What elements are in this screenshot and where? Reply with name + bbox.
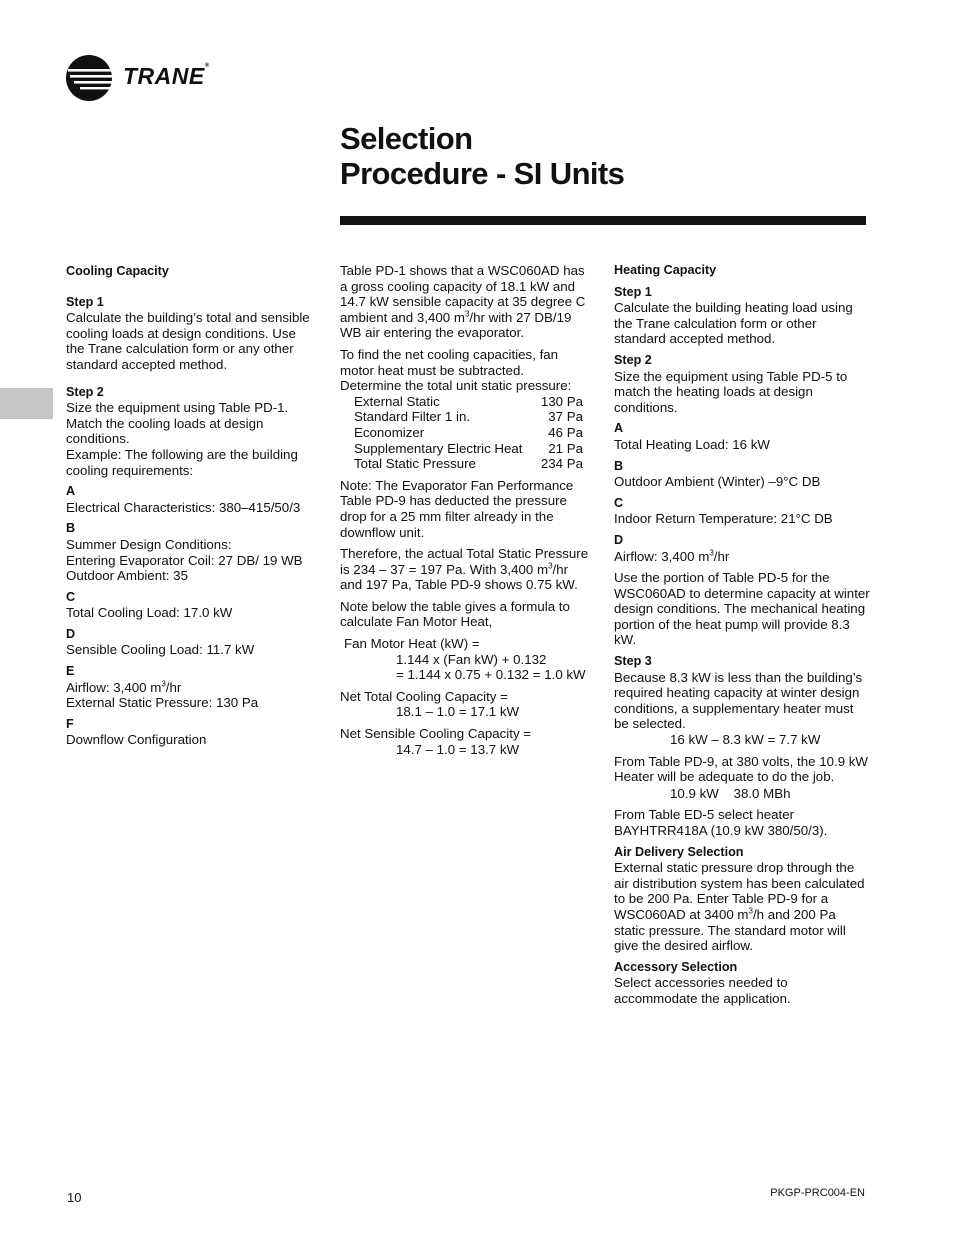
table-row: Supplementary Electric Heat 21 Pa xyxy=(354,440,583,456)
page-number: 10 xyxy=(67,1190,82,1205)
step2-text-1: Size the equipment using Table PD-1. Match the cooling loads at design conditions. xyxy=(66,400,289,447)
air-delivery-text: External static pressure drop through the air distribution system has been calculated to be 200 Pa. Enter Table PD-9 for a WSC060AD at 3400 $m^3/h$ and 200 Pa static pressure. The standard motor will give the desired airflow. xyxy=(614,860,865,954)
item-f-text: Downflow Configuration xyxy=(66,732,207,748)
item-d-label: D xyxy=(66,626,76,641)
title-rule xyxy=(340,216,866,225)
heating-item-d-label: D xyxy=(614,532,624,547)
capacity-paragraph: Table PD-1 shows that a WSC060AD has a gross cooling capacity of 18.1 kW and 14.7 kW sensible capacity at 35 degree C ambient and 3,400 $m^3/hr$ with 27 DB/19 WB air entering the evaporator. xyxy=(340,263,586,341)
heating-item-b-text: Outdoor Ambient (Winter) –9°C DB xyxy=(614,474,821,490)
heating-item-c-text: Indoor Return Temperature: 21°C DB xyxy=(614,511,833,527)
accessory-text: Select accessories needed to accommodate the application. xyxy=(614,975,791,1006)
title-line-1: Selection xyxy=(340,121,473,156)
filter-note: Note: The Evaporator Fan Performance Table PD-9 has deducted the pressure drop for a 25 mm filter already in the downflow unit. xyxy=(340,477,574,540)
item-c-text: Total Cooling Load: 17.0 kW xyxy=(66,605,233,621)
heating-step1-label: Step 1 xyxy=(614,284,652,299)
item-a-text: Electrical Characteristics: 380–415/50/3 xyxy=(66,499,301,515)
step2-label: Step 2 xyxy=(66,384,104,399)
air-delivery-heading: Air Delivery Selection xyxy=(614,844,744,859)
trane-globe-logo-icon xyxy=(66,54,114,102)
item-e-pressure: External Static Pressure: 130 Pa xyxy=(66,695,259,711)
table-row: Economizer 46 Pa xyxy=(354,424,583,440)
heating-column xyxy=(614,263,870,1013)
item-b-text-1: Summer Design Conditions: xyxy=(66,536,232,552)
accessory-heading: Accessory Selection xyxy=(614,959,738,974)
heating-step3-label: Step 3 xyxy=(614,654,652,669)
step1-text: Calculate the building’s total and sensible cooling loads at design conditions. Use the Trane calculation form or any other standard accepted method. xyxy=(66,310,310,372)
item-e-label: E xyxy=(66,664,75,679)
section-tab xyxy=(0,388,53,419)
calculation-column xyxy=(340,263,592,763)
heating-item-a-label: A xyxy=(614,421,624,436)
heating-step2-text: Size the equipment using Table PD-5 to match the heating loads at design conditions. xyxy=(614,368,848,415)
item-c-label: C xyxy=(66,589,76,604)
step1-label: Step 1 xyxy=(66,294,104,309)
heating-step1-text: Calculate the building heating load using the Trane calculation form or other standard accepted method. xyxy=(614,300,853,347)
heating-item-d-text: Airflow: 3,400 $m^3/hr$ xyxy=(614,548,730,564)
heating-item-b-label: B xyxy=(614,458,624,473)
step2-text-2: Example: The following are the building cooling requirements: xyxy=(66,446,298,478)
item-a-label: A xyxy=(66,484,76,499)
trane-logo xyxy=(66,54,216,102)
net-total-capacity: Net Total Cooling Capacity = 18.1 – 1.0 = 17.1 kW xyxy=(340,688,520,720)
page-title xyxy=(340,121,624,191)
brand-name: TRANE® xyxy=(123,63,210,89)
item-b-label: B xyxy=(66,521,76,536)
fan-motor-formula: Fan Motor Heat (kW) = 1.144 x (Fan kW) + 0.132 = 1.144 x 0.75 + 0.132 = 1.0 kW xyxy=(344,636,586,683)
table-row: External Static 130 Pa xyxy=(354,393,583,409)
item-b-text-2: Entering Evaporator Coil: 27 DB/ 19 WB xyxy=(66,552,303,568)
item-d-text: Sensible Cooling Load: 11.7 kW xyxy=(66,642,255,658)
fan-heat-paragraph: To find the net cooling capacities, fan motor heat must be subtracted. xyxy=(340,346,559,378)
item-f-label: F xyxy=(66,716,74,731)
heating-item-c-label: C xyxy=(614,495,624,510)
heating-step3-text: Because 8.3 kW is less than the building’s required heating capacity at winter design conditions, a supplementary heater must be selected. xyxy=(614,669,863,732)
heating-step2-label: Step 2 xyxy=(614,352,652,367)
heating-item-a-text: Total Heating Load: 16 kW xyxy=(614,436,770,452)
item-e-airflow: Airflow: 3,400 $m^3/hr$ xyxy=(66,679,182,695)
actual-pressure-paragraph: Therefore, the actual Total Static Pressure is 234 – 37 = 197 Pa. With 3,400 $m^3/hr$ and 197 Pa, Table PD-9 shows 0.75 kW. xyxy=(340,546,589,593)
heater-calc: 10.9 kW 38.0 MBh xyxy=(670,785,791,801)
heating-capacity-heading: Heating Capacity xyxy=(614,263,717,277)
pd9-paragraph: From Table PD-9, at 380 volts, the 10.9 kW Heater will be adequate to do the job. xyxy=(614,753,868,785)
pd5-paragraph: Use the portion of Table PD-5 for the WSC060AD to determine capacity at winter design conditions. The mechanical heating portion of the heat pump will provide 8.3 kW. xyxy=(614,570,870,648)
heating-step3-calc: 16 kW – 8.3 kW = 7.7 kW xyxy=(670,732,821,748)
registered-mark: ® xyxy=(204,63,210,69)
table-row: Standard Filter 1 in. 37 Pa xyxy=(354,409,583,425)
static-pressure-intro: Determine the total unit static pressure: xyxy=(340,378,572,394)
ed5-paragraph: From Table ED-5 select heater BAYHTRR418A (10.9 kW 380/50/3). xyxy=(614,807,828,838)
document-code: PKGP-PRC004-EN xyxy=(770,1187,865,1199)
cooling-capacity-heading: Cooling Capacity xyxy=(66,264,169,278)
static-pressure-table xyxy=(340,394,592,472)
net-sensible-capacity: Net Sensible Cooling Capacity = 14.7 – 1.0 = 13.7 kW xyxy=(340,726,532,757)
title-line-2: Procedure - SI Units xyxy=(340,156,625,191)
table-row: Total Static Pressure 234 Pa xyxy=(354,456,583,472)
item-b-text-3: Outdoor Ambient: 35 xyxy=(66,568,188,584)
cooling-column xyxy=(66,264,318,754)
formula-note: Note below the table gives a formula to calculate Fan Motor Heat, xyxy=(340,598,570,630)
